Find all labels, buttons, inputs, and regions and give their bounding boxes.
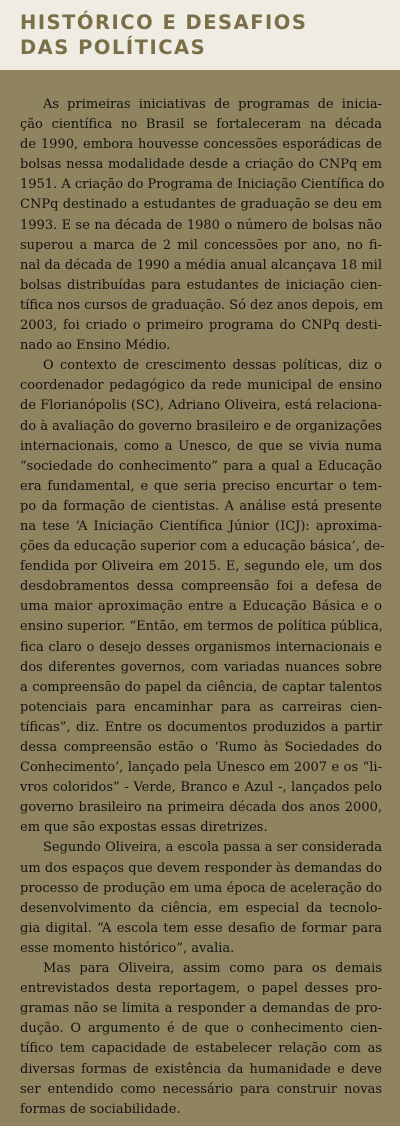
text-line: gia digital. “A escola tem esse desafio de formar para <box>20 920 382 936</box>
text-line: ser entendido como necessário para construir novas <box>20 1081 382 1097</box>
text-line: Mas para Oliveira, assim como para os demais <box>43 961 382 977</box>
text-line: tíficas”, diz. Entre os documentos produzidos a partir <box>20 719 382 735</box>
text-line: 2003, foi criado o primeiro programa do CNPq desti- <box>20 318 382 334</box>
text-line: governo brasileiro na primeira década dos anos 2000, <box>20 800 382 816</box>
text-line: dos diferentes governos, com variadas nuances sobre <box>20 659 382 675</box>
text-line: a compreensão do papel da ciência, de captar talentos <box>20 679 382 695</box>
text-line: diversas formas de existência da humanidade e deve <box>20 1061 382 1077</box>
text-line: bolsas nessa modalidade desde a criação do CNPq em <box>20 157 382 173</box>
text-line: po da formação de cientistas. A análise está presente <box>20 498 382 514</box>
text-line: desdobramentos dessa compreensão foi a defesa de <box>20 579 382 595</box>
text-line: coordenador pedagógico da rede municipal de ensino <box>20 378 382 394</box>
text-line: dessa compreensão estão o ‘Rumo às Sociedades do <box>20 740 382 755</box>
section-title-line: DAS POLÍTICAS <box>20 36 207 59</box>
text-line: superou a marca de 2 mil concessões por ano, no fi- <box>20 237 382 253</box>
text-line: 1951. A criação do Programa de Iniciação Científica do <box>20 177 385 193</box>
article-paragraph <box>20 95 385 356</box>
text-line: na tese ‘A Iniciação Científica Júnior (ICJ): aproxima- <box>20 518 382 534</box>
text-line: de 1990, embora houvesse concessões esporádicas de <box>20 137 382 153</box>
text-line: entrevistados desta reportagem, o papel desses pro- <box>20 981 382 997</box>
text-line: processo de produção em uma época de aceleração do <box>20 880 382 896</box>
text-line: gramas não se limita a responder a demandas de pro- <box>20 1001 382 1017</box>
text-line: uma maior aproximação entre a Educação Básica e o <box>20 599 382 615</box>
text-line: potenciais para encaminhar para as carreiras cien- <box>20 699 382 715</box>
section-title <box>20 10 380 60</box>
text-line: bolsas distribuídas para estudantes de iniciação cien- <box>20 277 382 293</box>
text-line: desenvolvimento da ciência, em especial da tecnolo- <box>20 900 382 916</box>
text-line: esse momento histórico”, avalia. <box>20 940 235 956</box>
text-line: “sociedade do conhecimento” para a qual a Educação <box>20 458 382 474</box>
text-line: dução. O argumento é de que o conhecimento cien- <box>20 1021 382 1037</box>
text-line: ção científica no Brasil se fortaleceram na década <box>20 117 382 133</box>
text-line: Conhecimento’, lançado pela Unesco em 2007 e os “li- <box>20 760 382 776</box>
text-line: nal da década de 1990 a média anual alcançava 18 mil <box>20 257 382 273</box>
text-line: era fundamental, e que seria preciso encurtar o tem- <box>20 478 382 494</box>
text-line: 1993. E se na década de 1980 o número de bolsas não <box>20 217 382 233</box>
section-title-line: HISTÓRICO E DESAFIOS <box>20 11 308 34</box>
article-body <box>20 95 385 1120</box>
text-line: do à avaliação do governo brasileiro e de organizações <box>20 418 383 434</box>
section-header <box>0 0 400 70</box>
text-line: tífico tem capacidade de estabelecer relação com as <box>20 1041 382 1057</box>
text-line: fendida por Oliveira em 2015. E, segundo ele, um dos <box>20 559 382 575</box>
text-line: ções da educação superior com a educação básica’, de- <box>20 539 385 555</box>
text-line: Segundo Oliveira, a escola passa a ser considerada <box>43 840 382 856</box>
text-line: As primeiras iniciativas de programas de inicia- <box>43 97 382 112</box>
text-line: nado ao Ensino Médio. <box>20 338 171 354</box>
text-line: tífica nos cursos de graduação. Só dez anos depois, em <box>20 297 384 313</box>
article-paragraph <box>20 959 382 1120</box>
article-paragraph <box>20 838 382 959</box>
article-paragraph <box>20 356 385 838</box>
text-line: de Florianópolis (SC), Adriano Oliveira, está relaciona- <box>20 398 382 414</box>
text-line: fica claro o desejo desses organismos internacionais e <box>20 639 382 655</box>
text-line: CNPq destinado a estudantes de graduação se deu em <box>20 197 382 213</box>
text-line: um dos espaços que devem responder às demandas do <box>20 860 382 876</box>
text-line: internacionais, como a Unesco, de que se vivia numa <box>20 438 382 454</box>
text-line: O contexto de crescimento dessas políticas, diz o <box>43 358 382 374</box>
text-line: vros coloridos” - Verde, Branco e Azul -, lançados pelo <box>20 780 382 796</box>
text-line: ensino superior. “Então, em termos de política pública, <box>20 619 384 635</box>
text-line: formas de sociabilidade. <box>20 1101 181 1117</box>
text-line: em que são expostas essas diretrizes. <box>20 820 268 836</box>
